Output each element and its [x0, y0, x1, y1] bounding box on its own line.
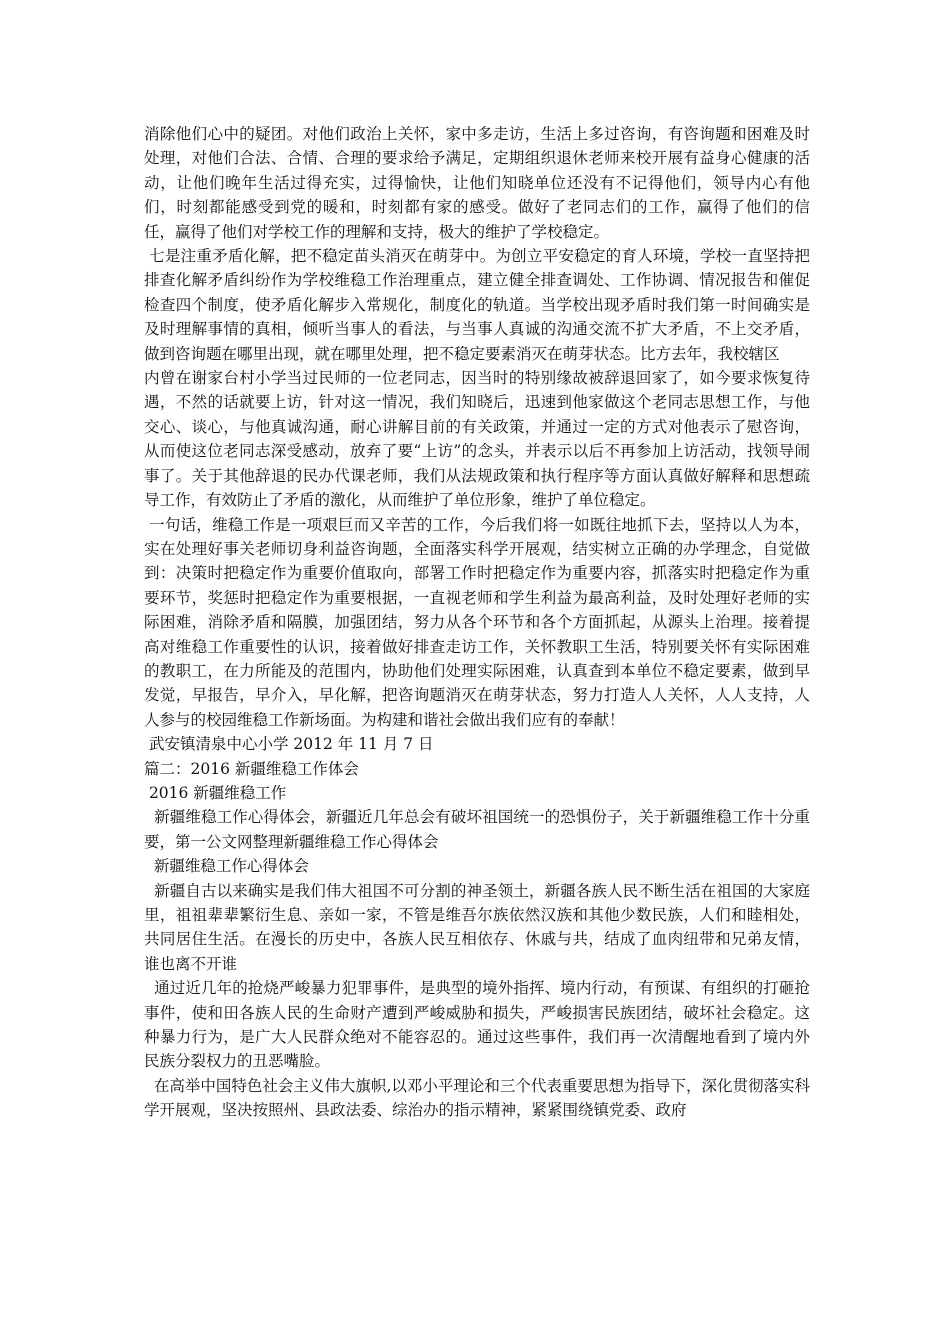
- paragraph-conclusion: 一句话，维稳工作是一项艰巨而又辛苦的工作，今后我们将一如既往地抓下去，坚持以人为本，实在处理好事关老师切身利益咨询题，全面落实科学开展观，结实树立正确的办学理念，自觉做到：决策时把稳定作为重要价值取向，部署工作时把稳定作为重要内容，抓落实时把稳定作为重要环节，奖惩时把稳定作为重要根据，一直视老师和学生利益为最高利益，及时处理好老师的实际困难，消除矛盾和隔膜，加强团结，努力从各个环节和各个方面抓起，从源头上治理。接着提高对维稳工作重要性的认识，接着做好排查走访工作，关怀教职工生活，特别要关怀有实际困难的教职工，在力所能及的范围内，协助他们处理实际困难，认真查到本单位不稳定要素，做到早发觉，早报告，早介入，早化解，把咨询题消灭在萌芽状态，努力打造人人关怀，人人支持，人人参与的校园维稳工作新场面。为构建和谐社会做出我们应有的奉献！: [144, 515, 810, 729]
- paragraph-conflict-resolution: 七是注重矛盾化解，把不稳定苗头消灭在萌芽中。为创立平安稳定的育人环境，学校一直坚持把排查化解矛盾纠纷作为学校维稳工作治理重点，建立健全排查调处、工作协调、情况报告和催促检查四个制度，使矛盾化解步入常规化，制度化的轨道。当学校出现矛盾时我们第一时间确实是及时理解事情的真相，倾听当事人的看法，与当事人真诚的沟通交流不扩大矛盾，不上交矛盾，做到咨询题在哪里出现，就在哪里处理，把不稳定要素消灭在萌芽状态。比方去年，我校辖区: [144, 247, 810, 363]
- paragraph-xinjiang-history: 新疆自古以来确实是我们伟大祖国不可分割的神圣领土，新疆各族人民不断生活在祖国的大家庭里，祖祖辈辈繁衍生息、亲如一家，不管是维吾尔族依然汉族和其他少数民族，人们和睦相处，共同居住生活。在漫长的历史中，各族人民互相依存、休戚与共，结成了血肉纽带和兄弟友情，谁也离不开谁: [144, 881, 810, 973]
- paragraph-guiding-principles: 在高举中国特色社会主义伟大旗帜,以邓小平理论和三个代表重要思想为指导下，深化贯彻落实科学开展观，坚决按照州、县政法委、综治办的指示精神，紧紧围绕镇党委、政府: [144, 1076, 810, 1120]
- section-subheading: 2016 新疆维稳工作: [144, 783, 287, 802]
- signature-line: 武安镇清泉中心小学 2012 年 11 月 7 日: [144, 735, 434, 754]
- paragraph-subtitle: 新疆维稳工作心得体会: [144, 857, 309, 876]
- paragraph-care-for-retirees: 消除他们心中的疑团。对他们政治上关怀，家中多走访，生活上多过咨询，有咨询题和困难及时处理，对他们合法、合情、合理的要求给予满足，定期组织退休老师来校开展有益身心健康的活动，让他们晚年生活过得充实，过得愉快，让他们知晓单位还没有不记得他们，领导内心有他们，时刻都能感受到党的暖和，时刻都有家的感受。做好了老同志们的工作，赢得了他们的信任，赢得了他们对学校工作的理解和支持，极大的维护了学校稳定。: [144, 125, 810, 241]
- section-heading: 篇二：2016 新疆维稳工作体会: [144, 759, 359, 778]
- paragraph-intro: 新疆维稳工作心得体会，新疆近几年总会有破坏祖国统一的恐惧份子，关于新疆维稳工作十分重要，第一公文网整理新疆维稳工作心得体会: [144, 808, 810, 851]
- document-page: [144, 122, 810, 1123]
- paragraph-violent-incidents: 通过近几年的抢烧严峻暴力犯罪事件，是典型的境外指挥、境内行动，有预谋、有组织的打砸抢事件，使和田各族人民的生命财产遭到严峻威胁和损失，严峻损害民族团结，破坏社会稳定。这种暴力行为，是广大人民群众绝对不能容忍的。通过这些事件，我们再一次清醒地看到了境内外民族分裂权力的丑恶嘴脸。: [144, 979, 810, 1071]
- paragraph-former-teacher-case: 内曾在谢家台村小学当过民师的一位老同志，因当时的特别缘故被辞退回家了，如今要求恢复待遇，不然的话就要上访，针对这一情况，我们知晓后，迅速到他家做这个老同志思想工作，与他交心、谈心，与他真诚沟通，耐心讲解目前的有关政策，并通过一定的方式对他表示了慰咨询，从而使这位老同志深受感动，放弃了要“上访”的念头，并表示以后不再参加上访活动，找领导闹事了。关于其他辞退的民办代课老师，我们从法规政策和执行程序等方面认真做好解释和思想疏导工作，有效防止了矛盾的激化，从而维护了单位形象，维护了单位稳定。: [144, 369, 810, 510]
